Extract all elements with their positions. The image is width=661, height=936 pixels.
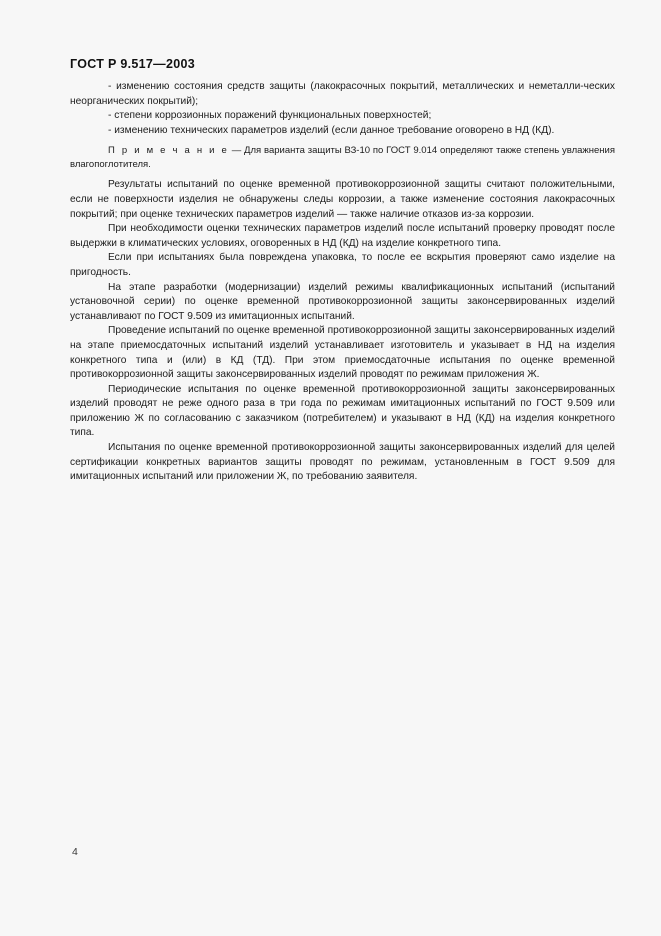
bullet-item-1: - изменению состояния средств защиты (лакокрасочных покрытий, металлических и неметалли-ческих неорганических покрытий); [70, 81, 615, 107]
paragraph-pri-neobhodimosti: При необходимости оценки технических параметров изделий после испытаний проверку проводят после выдержки в климатических условиях, оговоренных в НД (КД) на изделие конкретного типа. [70, 223, 615, 249]
document-body [70, 80, 615, 485]
page-number: 4 [72, 846, 78, 858]
paragraph-esli-pri-ispytaniyah: Если при испытаниях была повреждена упаковка, то после ее вскрытия проверяют само изделие на пригодность. [70, 252, 615, 278]
clause-5-5: Результаты испытаний по оценке временной противокоррозионной защиты считают положительными, если не поверхности изделия не обнаружены следы коррозии, а также изменение состояния лакокрасочных покрытий; при оценке технических параметров изделий — также наличие отказов из-за коррозии. [70, 179, 615, 220]
note-paragraph [70, 144, 615, 172]
standard-header: ГОСТ Р 9.517—2003 [70, 57, 195, 71]
clause-5-9: Испытания по оценке временной противокоррозионной защиты законсервированных изделий для целей сертификации конкретных вариантов защиты проводят по режимам, установленным в ГОСТ 9.509 для имитационных испытаний или приложении Ж, по требованию заявителя. [70, 442, 615, 483]
clause-5-8: Периодические испытания по оценке временной противокоррозионной защиты законсервированных изделий проводят не реже одного раза в три года по режимам имитационных испытаний по ГОСТ 9.509 или приложению Ж по согласованию с заказчиком (потребителем) и указывают в НД (КД) на изделия конкретного типа. [70, 383, 615, 439]
note-label: П р и м е ч а н и е [108, 145, 229, 157]
bullet-item-2: - степени коррозионных поражений функциональных поверхностей; [108, 110, 432, 122]
clause-5-7: Проведение испытаний по оценке временной противокоррозионной защиты законсервированных изделий на этапе приемосдаточных испытаний изделий устанавливает изготовитель и указывает в НД на изделия конкретного типа и (или) в КД (ТД). При этом приемосдаточные испытания по оценке временной противокоррозионной защиты законсервированных изделий проводят по режимам приложения Ж. [70, 325, 615, 381]
clause-5-6: На этапе разработки (модернизации) изделий режимы квалификационных испытаний (испытаний установочной серии) по оценке временной противокоррозионной защиты законсервированных изделий устанавливают по ГОСТ 9.509 из имитационных испытаний. [70, 281, 615, 322]
bullet-item-3: - изменению технических параметров изделий (если данное требование оговорено в НД (КД). [108, 124, 555, 136]
note-text: — Для варианта защиты ВЗ-10 по ГОСТ 9.014 определяют также степень увлажнения влагопоглотителя. [70, 145, 615, 171]
